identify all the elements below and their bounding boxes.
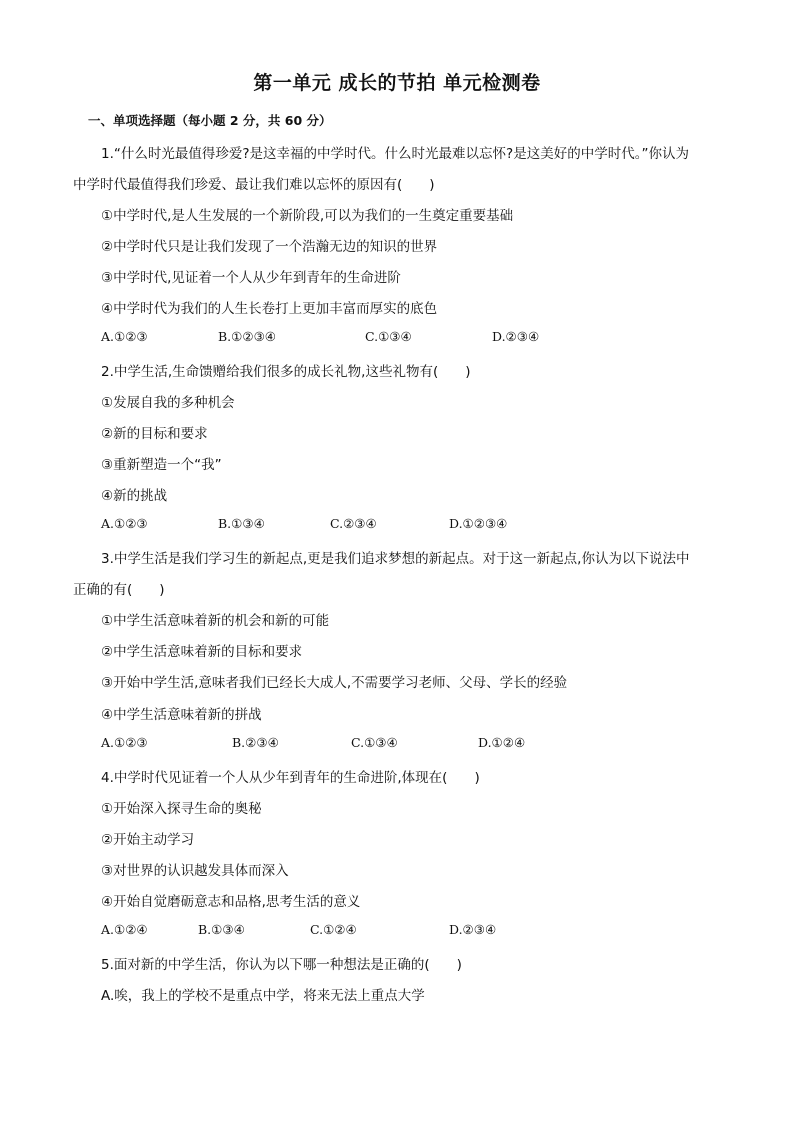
- question-2-stem: 2.中学生活,生命馈赠给我们很多的成长礼物,这些礼物有( ): [101, 364, 471, 380]
- question-3-stem: 3.中学生活是我们学习生的新起点,更是我们追求梦想的新起点。对于这一新起点,你认为以下说法中: [101, 551, 690, 567]
- option-a: A.①②④: [101, 922, 148, 937]
- page-title: 第一单元 成长的节拍 单元检测卷: [253, 72, 541, 94]
- option-d: D.②③④: [449, 922, 497, 937]
- option-c: C.②③④: [330, 516, 377, 531]
- option-b: B.①③④: [218, 516, 265, 531]
- question-2-item-4: ④新的挑战: [101, 488, 168, 504]
- question-2-item-2: ②新的目标和要求: [101, 426, 208, 442]
- option-d: D.②③④: [492, 329, 540, 344]
- question-1-item-2: ②中学时代只是让我们发现了一个浩瀚无边的知识的世界: [101, 239, 438, 255]
- question-1-stem: 1.“什么时光最值得珍爱?是这幸福的中学时代。什么时光最难以忘怀?是这美好的中学时代。”你认为: [101, 146, 689, 162]
- question-3-item-2: ②中学生活意味着新的目标和要求: [101, 644, 303, 660]
- option-a: A.①②③: [101, 329, 148, 344]
- option-a: A.①②③: [101, 735, 148, 750]
- question-1-item-4: ④中学时代为我们的人生长卷打上更加丰富而厚实的底色: [101, 301, 438, 317]
- question-4-item-4: ④开始自觉磨砺意志和品格,思考生活的意义: [101, 894, 361, 910]
- question-1-stem-cont: 中学时代最值得我们珍爱、最让我们难以忘怀的原因有( ): [73, 177, 435, 193]
- question-1-item-3: ③中学时代,见证着一个人从少年到青年的生命进阶: [101, 270, 401, 286]
- question-4-item-1: ①开始深入探寻生命的奥秘: [101, 801, 262, 817]
- question-3-stem-cont: 正确的有( ): [73, 582, 165, 598]
- question-5-stem: 5.面对新的中学生活，你认为以下哪一种想法是正确的( ): [101, 957, 462, 973]
- option-a: A.①②③: [101, 516, 148, 531]
- option-c: C.①②④: [310, 922, 357, 937]
- option-b: B.①②③④: [218, 329, 276, 344]
- section-heading: 一、单项选择题（每小题 2 分，共 60 分）: [88, 113, 332, 128]
- option-d: D.①②③④: [449, 516, 508, 531]
- question-3-item-1: ①中学生活意味着新的机会和新的可能: [101, 613, 330, 629]
- question-2-item-1: ①发展自我的多种机会: [101, 395, 235, 411]
- option-d: D.①②④: [478, 735, 526, 750]
- option-c: C.①③④: [365, 329, 412, 344]
- question-3-item-3: ③开始中学生活,意味者我们已经长大成人,不需要学习老师、父母、学长的经验: [101, 675, 568, 691]
- question-4-stem: 4.中学时代见证着一个人从少年到青年的生命进阶,体现在( ): [101, 770, 480, 786]
- question-2-item-3: ③重新塑造一个“我”: [101, 457, 222, 473]
- question-1-item-1: ①中学时代,是人生发展的一个新阶段,可以为我们的一生奠定重要基础: [101, 208, 514, 224]
- option-c: C.①③④: [351, 735, 398, 750]
- question-3-item-4: ④中学生活意味着新的拼战: [101, 707, 262, 723]
- option-b: B.①③④: [198, 922, 245, 937]
- question-4-item-3: ③对世界的认识越发具体而深入: [101, 863, 289, 879]
- question-4-item-2: ②开始主动学习: [101, 832, 195, 848]
- question-5-option-a: A.唉，我上的学校不是重点中学，将来无法上重点大学: [101, 988, 425, 1004]
- option-b: B.②③④: [232, 735, 279, 750]
